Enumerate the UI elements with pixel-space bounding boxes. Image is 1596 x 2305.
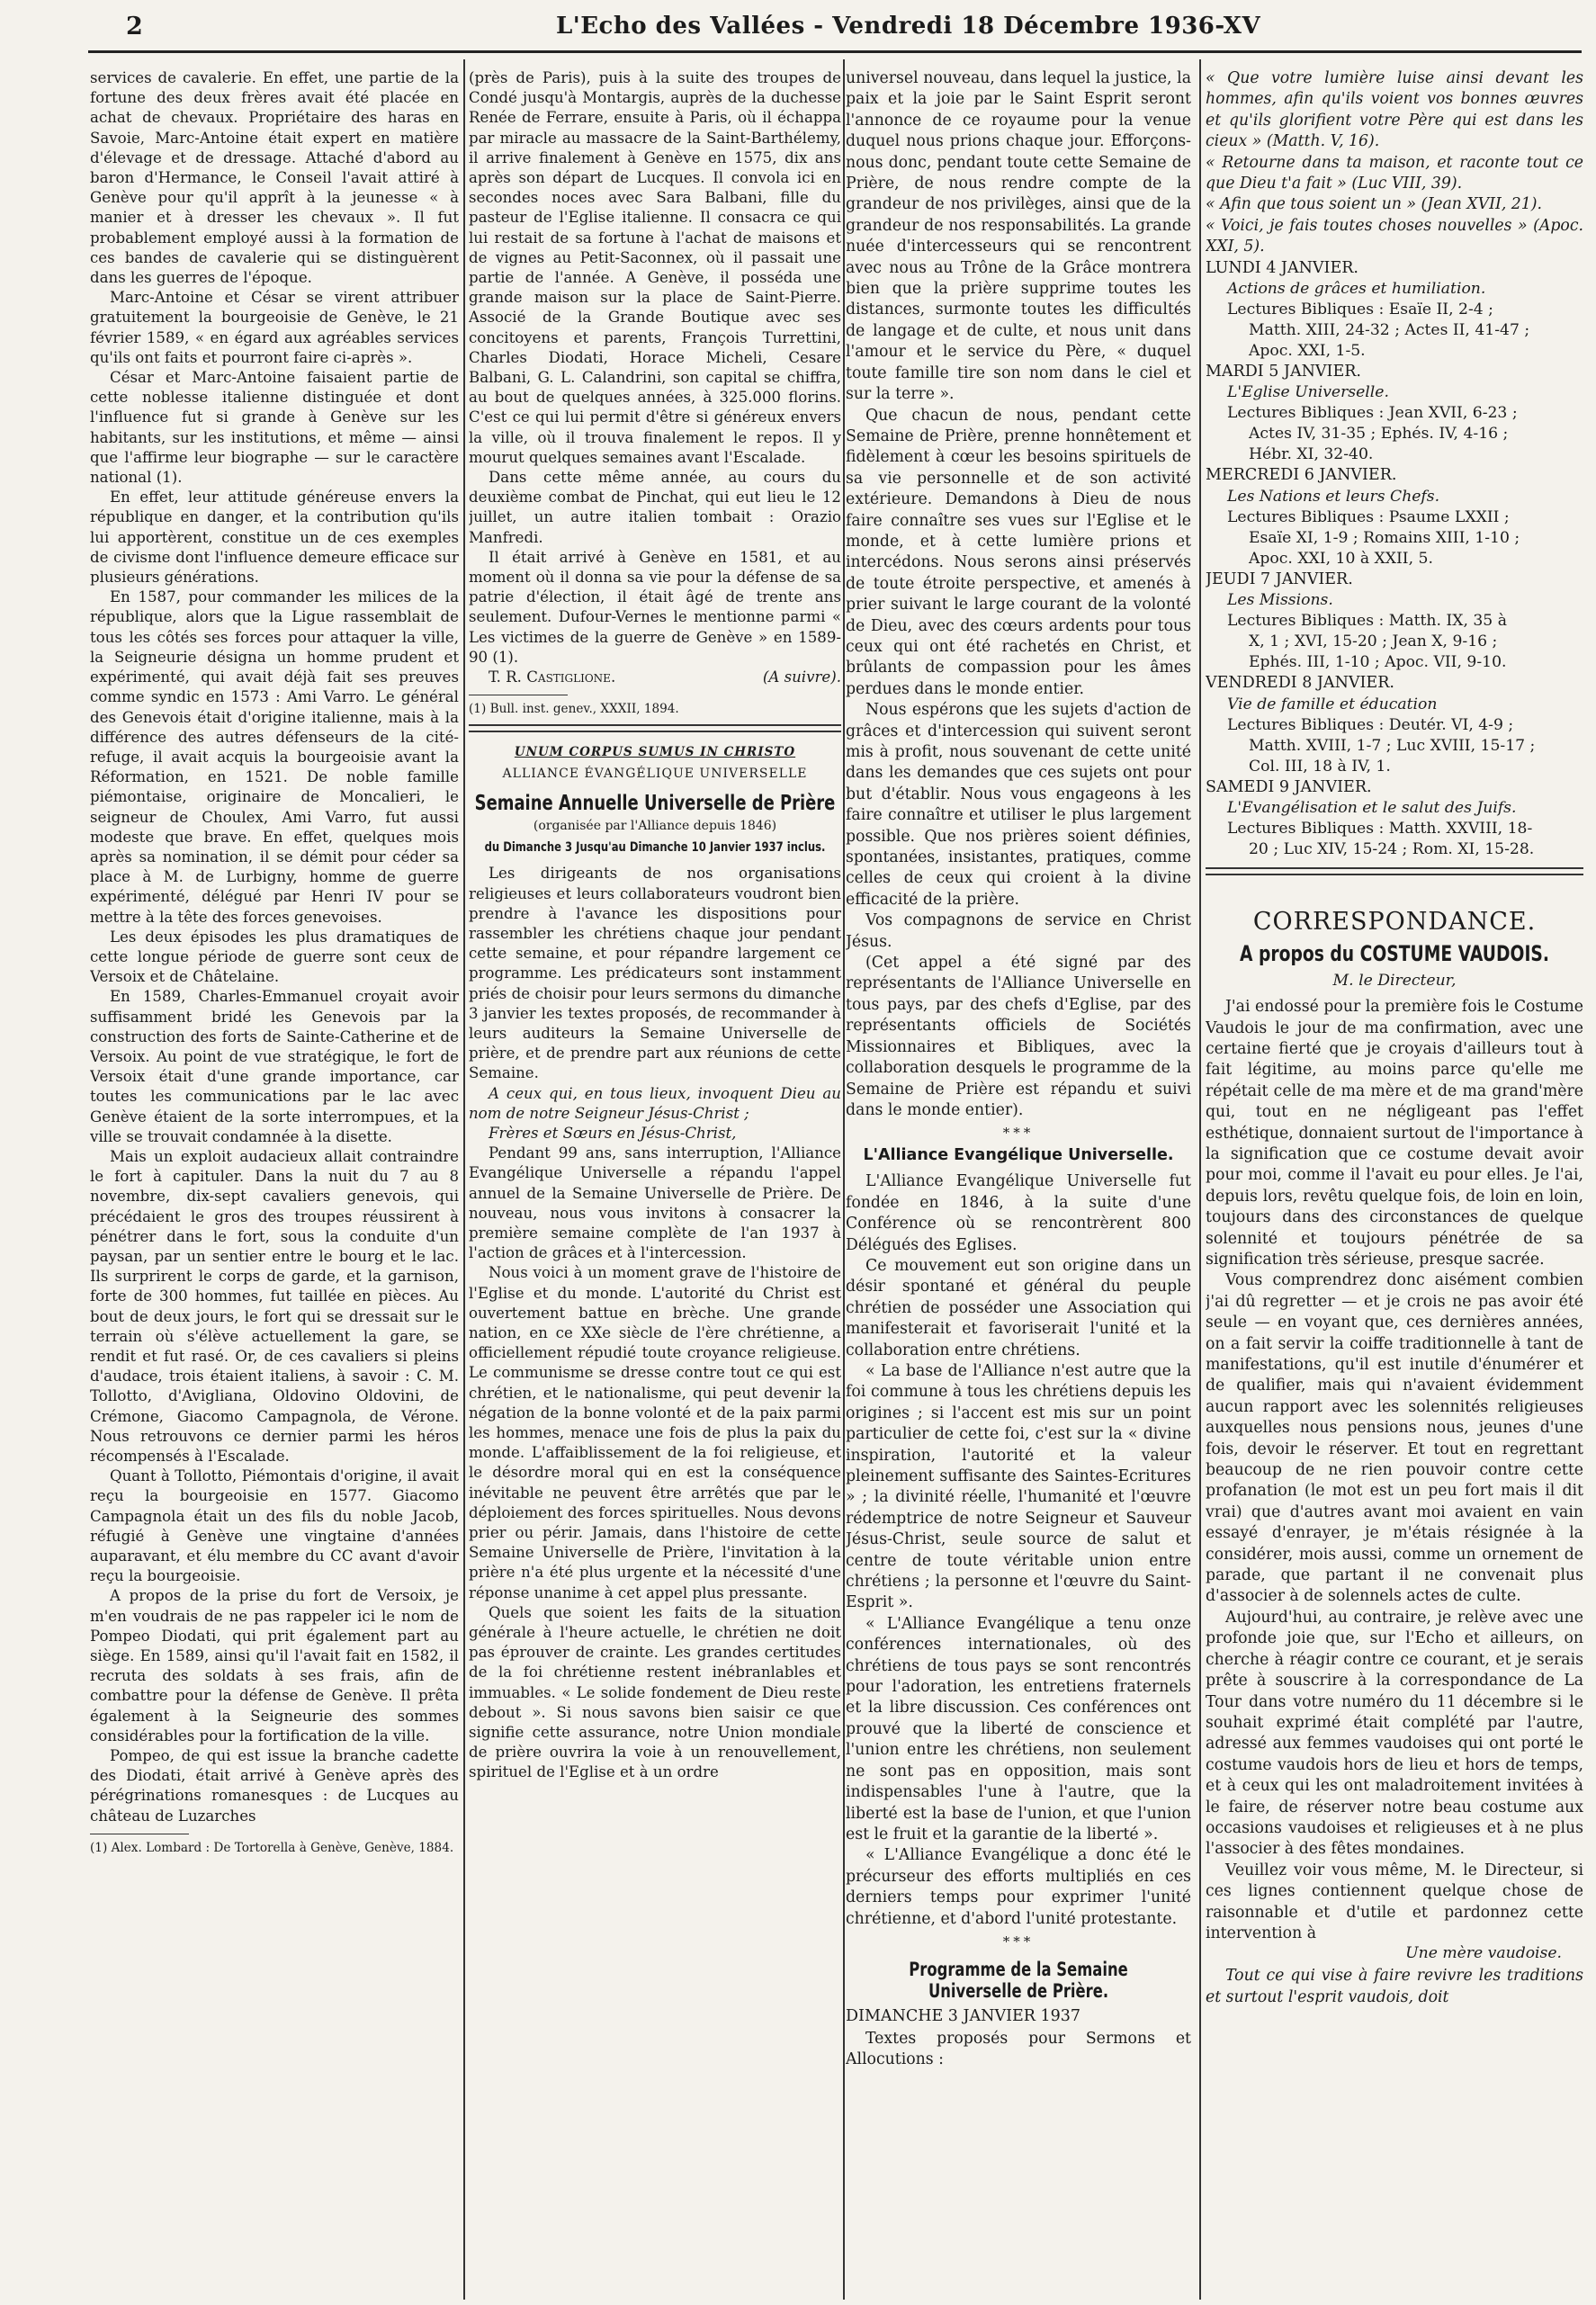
- paragraph: A propos de la prise du fort de Versoix, je m'en voudrais de ne pas rappeler ici le nom de Pompeo Diodati, qui prit également part au siège. En 1589, ainsi qu'il l'avait fait en 1582, il recruta des soldats à ses frais, afin de combattre pour la défense de Genève. Il prêta également à la Seigneurie des sommes considérables pour la fortification de la ville.: [90, 1587, 459, 1744]
- to-be-continued: (A suivre).: [762, 668, 841, 686]
- column-3: [846, 68, 1191, 2296]
- day-heading: SAMEDI 9 JANVIER.: [1206, 777, 1372, 796]
- day-heading: DIMANCHE 3 JANVIER 1937: [846, 2006, 1081, 2025]
- bible-readings: Lectures Bibliques : Jean XVII, 6-23 ;: [1227, 404, 1518, 423]
- paragraph: Quant à Tollotto, Piémontais d'origine, il avait reçu la bourgeoisie en 1577. Giacomo Campagnola était un des fils du noble Jacob, réfugié à Genève une vingtaine d'années auparavant, et élu membre du CC avant d'avoir reçu la bourgeoisie.: [90, 1467, 459, 1585]
- paragraph: Nous voici à un moment grave de l'histoire de l'Eglise et du monde. L'autorité du Christ est ouvertement battue en brèche. Une grande nation, en ce XXe siècle de l'ère chrétienne, a officiellement répudié toute croyance religieuse. Le communisme se dresse contre tout ce qui est chrétien, et le nationalisme, qui peut devenir la négation de la bonne volonté et de la paix parmi les hommes, menace une fois de plus la paix du monde. L'affaiblissement de la foi religieuse, et le désordre moral qui en est la conséquence inévitable ne peuvent être arrêtés que par le déploiement des forces spirituelles. Nous devons prier ou périr. Jamais, dans l'histoire de cette Semaine Universelle de Prière, l'invitation à la prière n'a été plus urgente et la nécessité d'une réponse unanime à cet appel plus pressante.: [469, 1264, 841, 1601]
- day-heading: JEUDI 7 JANVIER.: [1206, 570, 1353, 588]
- paragraph: Vous comprendrez donc aisément combien j'ai dû regretter — et je crois ne pas avoir été seule — en voyant que, ces dernières années, on a fait servir la coiffe traditionnelle à tant de manifestations, qu'il est inutile d'énumérer et de qualifier, mais qui n'avaient évidemment aucun rapport avec les solennités religieuses auxquelles nous pensions nous, jeunes d'une fois, devoir le réserver. Et tout en regrettant beaucoup de ne rien pouvoir contre cette profanation (le mot est un peu fort mais il dit vrai) que d'autres avant moi avaient en vain essayé d'enrayer, je m'étais résignée à la considérer, mois aussi, comme un ornement de parade, que partant il ne convenait plus d'associer à de solennels actes de culte.: [1206, 1271, 1583, 1606]
- article-headline: Semaine Annuelle Universelle de Prière: [474, 792, 836, 816]
- paragraph: universel nouveau, dans lequel la justice, la paix et la joie par le Saint Esprit seront l'annonce de ce royaume pour la venue duquel nous prions chaque jour. Efforçons-nous donc, pendant toute cette Semaine de Prière, de nous rendre compte de la grandeur de nos privilèges, ainsi que de la grandeur de nos responsabilités. La grande nuée d'intercesseurs qui se rencontrent avec nous au Trône de la Grâce montrera bien que la prière supprime toutes les distances, surmonte toutes les difficultés de langage et de culte, et nous unit dans l'amour et le service du Père, « duquel toute famille tire son nom dans le ciel et sur la terre ».: [846, 69, 1191, 404]
- column-divider: [843, 59, 845, 2300]
- day-heading: MARDI 5 JANVIER.: [1206, 363, 1361, 381]
- paragraph: Les deux épisodes les plus dramatiques de cette longue période de guerre sont ceux de Versoix et de Châtelaine.: [90, 928, 459, 986]
- bible-readings: Lectures Bibliques : Matth. IX, 35 à: [1227, 612, 1507, 631]
- decorative-rule: [469, 724, 841, 732]
- bible-readings: X, 1 ; XVI, 15-20 ; Jean X, 9-16 ;: [1249, 632, 1498, 651]
- bible-readings: Lectures Bibliques : Psaume LXXII ;: [1227, 507, 1510, 526]
- column-1-article-continuation: [90, 68, 459, 2296]
- bible-readings: Apoc. XXI, 10 à XXII, 5.: [1249, 549, 1433, 568]
- organization-name: ALLIANCE ÉVANGÉLIQUE UNIVERSELLE: [502, 767, 808, 782]
- bible-verse: « Voici, je fais toutes choses nouvelles » (Apoc. XXI, 5).: [1206, 216, 1583, 256]
- decorative-rule: [1206, 867, 1583, 875]
- paragraph: J'ai endossé pour la première fois le Costume Vaudois le jour de ma confirmation, avec une certaine fierté que je croyais d'ailleurs tout à fait légitime, au moins parce qu'elle me répétait celle de ma mère et de ma grand'mère qui, tout en ne négligeant pas l'effet esthétique, donnaient surtout de l'importance à la signification que ce costume devait avoir pour moi, comme il l'avait eu pour elles. Je l'ai, depuis lors, revêtu quelque fois, de loin en loin, toujours dans des circonstances de quelque solennité et toujours pénétrée de sa signification très sérieuse, presque sacrée.: [1206, 998, 1583, 1269]
- day-theme: Les Missions.: [1227, 591, 1333, 610]
- paragraph: services de cavalerie. En effet, une partie de la fortune des deux frères avait été placée en achat de chevaux. Propriétaire des haras en Savoie, Marc-Antoine était expert en matière d'élevage et de dressage. Attaché d'abord au baron d'Hermance, le Conseil l'avait attiré à Genève pour qu'il apprît à la jeunesse « à manier et à dresser les chevaux ». Il fut probablement employé aussi à la formation de ces bandes de cavalerie qui se distinguèrent dans les guerres de l'époque.: [90, 69, 459, 287]
- paragraph: Pendant 99 ans, sans interruption, l'Alliance Evangélique Universelle a répandu l'appel annuel de la Semaine Universelle de Prière. De nouveau, nous vous invitons à consacrer la première semaine complète de l'an 1937 à l'action de grâces et à l'intercession.: [469, 1144, 841, 1262]
- header-rule: [88, 50, 1582, 53]
- signature-line: [469, 668, 841, 687]
- column-divider: [463, 59, 465, 2300]
- paragraph: Les dirigeants de nos organisations religieuses et leurs collaborateurs voudront bien prendre à l'avance les dispositions pour rassembler les chrétiens chaque jour pendant cette semaine, et pour répandre largement ce programme. Les prédicateurs sont instamment priés de choisir pour leurs sermons du dimanche 3 janvier les textes proposés, de recommander à leurs auditeurs la Semaine Universelle de prière, et de prendre part aux réunions de cette Semaine.: [469, 865, 841, 1082]
- day-theme: Actions de grâces et humiliation.: [1227, 280, 1486, 299]
- day-heading: LUNDI 4 JANVIER.: [1206, 258, 1358, 277]
- paragraph: Ce mouvement eut son origine dans un désir spontané et général du peuple chrétien de posséder une Association qui manifesterait et favoriserait l'unité et la collaboration entre chrétiens.: [846, 1256, 1191, 1359]
- paragraph: Que chacun de nous, pendant cette Semaine de Prière, prenne honnêtement et fidèlement à cœur les besoins spirituels de sa vie personnelle et de son activité extérieure. Demandons à Dieu de nous faire connaître ses vues sur l'Eglise et le monde, et à cette lumière prions et intercédons. Nous serons ainsi préservés de toute étroite perspective, et amenés à prier suivant le large courant de la volonté de Dieu, avec des cœurs ardents pour tous ceux qui ont été rachetés en Christ, et brûlants de compassion pour les âmes perdues dans le monde entier.: [846, 406, 1191, 698]
- paragraph: Quels que soient les faits de la situation générale à l'heure actuelle, le chrétien ne doit pas éprouver de crainte. Les grandes certitudes de la foi chrétienne restent inébranlables et immuables. « Le solide fondement de Dieu reste debout ». Si nous savons bien saisir ce que signifie cette assurance, notre Union mondiale de prière ouvrira la voie à un renouvellement, spirituel de l'Eglise et à un ordre: [469, 1603, 841, 1781]
- paragraph: Nous espérons que les sujets d'action de grâces et d'intercession qui suivent seront mis à profit, nous souvenant de cette unité dans les demandes que ces sujets ont pour but d'établir. Nous vous engageons à les faire connaître et utiliser le plus largement possible. Que nos prières soient définies, spontanées, insistantes, pratiques, comme celles de ceux qui croient à la divine efficacité de la prière.: [846, 701, 1191, 909]
- letter-signature: Une mère vaudoise.: [1405, 1944, 1562, 1963]
- motto: UNUM CORPUS SUMUS IN CHRISTO: [514, 745, 796, 760]
- paragraph: César et Marc-Antoine faisaient partie de cette noblesse italienne distinguée et dont l'influence fut si grande à Genève sur les habitants, sur les institutions, et même — ainsi que l'affirme leur biographe — sur le caractère national (1).: [90, 369, 459, 487]
- paragraph: Textes proposés pour Sermons et Allocutions :: [846, 2029, 1191, 2069]
- bible-verse: « Afin que tous soient un » (Jean XVII, 21).: [1206, 195, 1543, 214]
- bible-readings: Matth. XIII, 24-32 ; Actes II, 41-47 ;: [1249, 321, 1530, 340]
- bible-verse: « Retourne dans ta maison, et raconte tout ce que Dieu t'a fait » (Luc VIII, 39).: [1206, 153, 1583, 193]
- masthead: [0, 0, 1596, 56]
- bible-readings: Matth. XVIII, 1-7 ; Luc XVIII, 15-17 ;: [1249, 736, 1536, 755]
- paragraph: Vos compagnons de service en Christ Jésus.: [846, 911, 1191, 951]
- page-number: 2: [126, 13, 143, 40]
- article-subheading: (organisée par l'Alliance depuis 1846): [533, 819, 777, 834]
- day-theme: L'Eglise Universelle.: [1227, 383, 1389, 402]
- paragraph: « La base de l'Alliance n'est autre que la foi commune à tous les chrétiens depuis les origines ; si l'accent est mis sur un point particulier de cette foi, c'est sur la « divine inspiration, l'autorité et la valeur pleinement suffisante des Saintes-Ecritures » ; la divinité réelle, l'humanité et l'œuvre rédemptrice de notre Seigneur et Sauveur Jésus-Christ, seule source de salut et centre de toute véritable union entre chrétiens ; la personne et l'œuvre du Saint-Esprit ».: [846, 1361, 1191, 1612]
- column-2: [469, 68, 841, 2296]
- day-heading: MERCREDI 6 JANVIER.: [1206, 466, 1397, 485]
- paragraph: Aujourd'hui, au contraire, je relève avec une profonde joie que, sur l'Echo et ailleurs, on cherche à réagir contre ce courant, et je serais prête à souscrire à la correspondance de La Tour dans votre numéro du 11 décembre si le souhait exprimé était complété par l'autre, adressé aux femmes vaudoises qui ont porté le costume vaudois hors de lieu et hors de temps, et à ceux qui les ont maladroitement invitées à le faire, de réserver notre beau costume aux occasions vaudoises et religieuses et à ne plus l'associer à des fêtes mondaines.: [1206, 1608, 1583, 1859]
- correspondence-title: CORRESPONDANCE.: [1252, 908, 1537, 937]
- bible-readings: Hébr. XI, 32-40.: [1249, 445, 1374, 464]
- author-signature: T. R. Castiglione.: [489, 668, 616, 686]
- bible-verse: « Que votre lumière luise ainsi devant les hommes, afin qu'ils voient vos bonnes œuvres et qu'ils glorifient votre Père qui est dans les cieux » (Matth. V, 16).: [1206, 69, 1583, 151]
- footnote: (1) Alex. Lombard : De Tortorella à Genève, Genève, 1884.: [90, 1840, 454, 1855]
- paragraph: Dans cette même année, au cours du deuxième combat de Pinchat, qui eut lieu le 12 juillet, un autre italien tombait : Orazio Manfredi.: [469, 469, 841, 546]
- day-theme: Vie de famille et éducation: [1227, 695, 1438, 713]
- paragraph: Marc-Antoine et César se virent attribuer gratuitement la bourgeoisie de Genève, le 21 février 1589, « en égard aux agréables services qu'ils ont faits et pourront faire ci-après ».: [90, 289, 459, 366]
- day-heading: VENDREDI 8 JANVIER.: [1206, 674, 1394, 693]
- paragraph: En 1587, pour commander les milices de la république, alors que la Ligue rassemblait de tous les côtés ses forces pour attaquer la ville, la Seigneurie désigna un homme prudent et expérimenté, qui avait déjà fait ses preuves comme syndic en 1573 : Ami Varro. Le général des Genevois était d'origine italienne, mais à la différence des autres défenseurs de la cité-refuge, il avait acquis la bourgeoisie avant la Réformation, en 1521. De noble famille piémontaise, originaire de Moncalieri, le seigneur de Choulex, Ami Varro, fut aussi modeste que brave. En effet, quelques mois après sa nomination, il se démit pour céder sa place à M. de Lurbigny, homme de guerre expérimenté, délégué par Henri IV pour se mettre à la tête des forces genevoises.: [90, 588, 459, 926]
- day-theme: L'Evangélisation et le salut des Juifs.: [1227, 799, 1517, 818]
- bible-readings: Lectures Bibliques : Esaïe II, 2-4 ;: [1227, 300, 1493, 319]
- section-separator: ***: [1002, 1933, 1035, 1950]
- paragraph: En 1589, Charles-Emmanuel croyait avoir suffisamment bridé les Genevois par la construction des forts de Sainte-Catherine et de Versoix. Au point de vue stratégique, le fort de Versoix était d'une grande importance, car toutes les communications par le lac avec Genève étaient de la sorte interrompues, et la ville se trouvait condamnée à la disette.: [90, 988, 459, 1145]
- paragraph: Mais un exploit audacieux allait contraindre le fort à capituler. Dans la nuit du 7 au 8 novembre, dix-sept cavaliers genevois, qui précédaient le gros des troupes réussirent à pénétrer dans le fort, sous la conduite d'un paysan, par un sentier entre le bourg et le lac. Ils surprirent le corps de garde, et la garnison, forte de 300 hommes, fut taillée en pièces. Au bout de deux jours, le fort qui se dressait sur le terrain où s'élève actuellement la gare, se rendit et fut rasé. Or, de ces cavaliers si pleins d'audace, trois étaient italiens, à savoir : C. M. Tollotto, d'Avigliana, Oldovino Oldovini, de Crémone, Giacomo Campagnola, de Vérone. Nous retrouvons ce dernier parmi les héros récompensés à l'Escalade.: [90, 1147, 459, 1466]
- bible-readings: 20 ; Luc XIV, 15-24 ; Rom. XI, 15-28.: [1249, 840, 1535, 859]
- paragraph: L'Alliance Evangélique Universelle fut fondée en 1846, à la suite d'une Conférence où se rencontrèrent 800 Délégués des Eglises.: [846, 1172, 1191, 1254]
- letter-salutation: M. le Directeur,: [1332, 972, 1457, 991]
- salutation: A ceux qui, en tous lieux, invoquent Dieu au nom de notre Seigneur Jésus-Christ ;: [469, 1084, 841, 1122]
- paragraph: Pompeo, de qui est issue la branche cadette des Diodati, était arrivé à Genève après des pérégrinations romanesques : de Lucques au château de Luzarches: [90, 1747, 459, 1825]
- footnote: (1) Bull. inst. genev., XXXII, 1894.: [469, 702, 679, 717]
- section-heading: L'Alliance Evangélique Universelle.: [863, 1146, 1174, 1165]
- paragraph: (Cet appel a été signé par des représentants de l'Alliance Universelle en tous pays, par des chefs d'Eglise, par des représentants officiels de Sociétés Missionnaires et Bibliques, avec la collaboration desquels le programme de la Semaine de Prière est répandu et suivi dans le monde entier).: [846, 954, 1191, 1119]
- bible-readings: Actes IV, 31-35 ; Ephés. IV, 4-16 ;: [1249, 425, 1509, 444]
- section-separator: ***: [1002, 1125, 1035, 1142]
- paragraph: Il était arrivé à Genève en 1581, et au moment où il donna sa vie pour la défense de sa patrie d'élection, il était âgé de trente ans seulement. Dufour-Vernes le mentionne parmi « Les victimes de la guerre de Genève » en 1589-90 (1).: [469, 548, 841, 666]
- bible-readings: Col. III, 18 à IV, 1.: [1249, 757, 1391, 776]
- paragraph: Veuillez voir vous même, M. le Directeur, si ces lignes contiennent quelque chose de raisonnable et d'utile et pardonnez cette intervention à: [1206, 1861, 1583, 1942]
- salutation: Frères et Sœurs en Jésus-Christ,: [489, 1124, 737, 1142]
- bible-readings: Lectures Bibliques : Deutér. VI, 4-9 ;: [1227, 715, 1514, 734]
- event-dates: du Dimanche 3 Jusqu'au Dimanche 10 Janvier 1937 inclus.: [484, 840, 826, 856]
- paragraph: Tout ce qui vise à faire revivre les traditions et surtout l'esprit vaudois, doit: [1206, 1967, 1583, 2006]
- bible-readings: Esaïe XI, 1-9 ; Romains XIII, 1-10 ;: [1249, 528, 1520, 547]
- correspondence-subject: A propos du COSTUME VAUDOIS.: [1239, 941, 1550, 967]
- paragraph: « L'Alliance Evangélique a tenu onze conférences internationales, où des chrétiens de tous pays se sont rencontrés pour l'adoration, les entretiens fraternels et la libre discussion. Ces conférences ont prouvé que la liberté de conscience et l'union entre les chrétiens, non seulement ne sont pas en opposition, mais sont indispensables l'une à l'autre, que la liberté est la base de l'union, et que l'union est le fruit et la garantie de la liberté ».: [846, 1614, 1191, 1843]
- newspaper-running-title: L'Echo des Vallées - Vendredi 18 Décembre 1936-XV: [556, 13, 1261, 40]
- bible-readings: Ephés. III, 1-10 ; Apoc. VII, 9-10.: [1249, 653, 1507, 672]
- bible-readings: Lectures Bibliques : Matth. XXVIII, 18-: [1227, 820, 1533, 839]
- day-theme: Les Nations et leurs Chefs.: [1227, 487, 1440, 506]
- paragraph: (près de Paris), puis à la suite des troupes de Condé jusqu'à Montargis, auprès de la duchesse Renée de Ferrare, ensuite à Paris, où il échappa par miracle au massacre de la Saint-Barthélemy, il arrive finalement à Genève en 1575, dix ans après son départ de Lucques. Il convola ici en secondes noces avec Sara Balbani, fille du pasteur de l'Eglise italienne. Il consacra ce qui lui restait de sa fortune à l'achat de maisons et de vignes au Petit-Saconnex, où il passait une partie de l'année. A Genève, il posséda une grande maison sur la place de Saint-Pierre. Associé de la Grande Boutique avec ses concitoyens et parents, François Turrettini, Charles Diodati, Horace Micheli, Cesare Balbani, G. L. Calandrini, son capital se chiffra, au bout de quelques années, à 325.000 florins. C'est ce qui lui permit d'être si généreux envers la ville, où il trouva finalement le repos. Il y mourut quelques semaines avant l'Escalade.: [469, 69, 841, 466]
- column-divider: [1199, 59, 1201, 2300]
- paragraph: En effet, leur attitude généreuse envers la république en danger, et la contribution qu'ils lui apportèrent, constitue un de ces exemples de civisme dont l'influence demeure efficace sur plusieurs générations.: [90, 489, 459, 587]
- bible-readings: Apoc. XXI, 1-5.: [1249, 342, 1366, 361]
- program-heading: Programme de la Semaine Universelle de Prière.: [909, 1958, 1128, 2002]
- paragraph: « L'Alliance Evangélique a donc été le précurseur des efforts multipliés en ces derniers temps pour exprimer l'unité chrétienne, et d'abord l'unité protestante.: [846, 1846, 1191, 1928]
- column-4: [1206, 68, 1583, 2296]
